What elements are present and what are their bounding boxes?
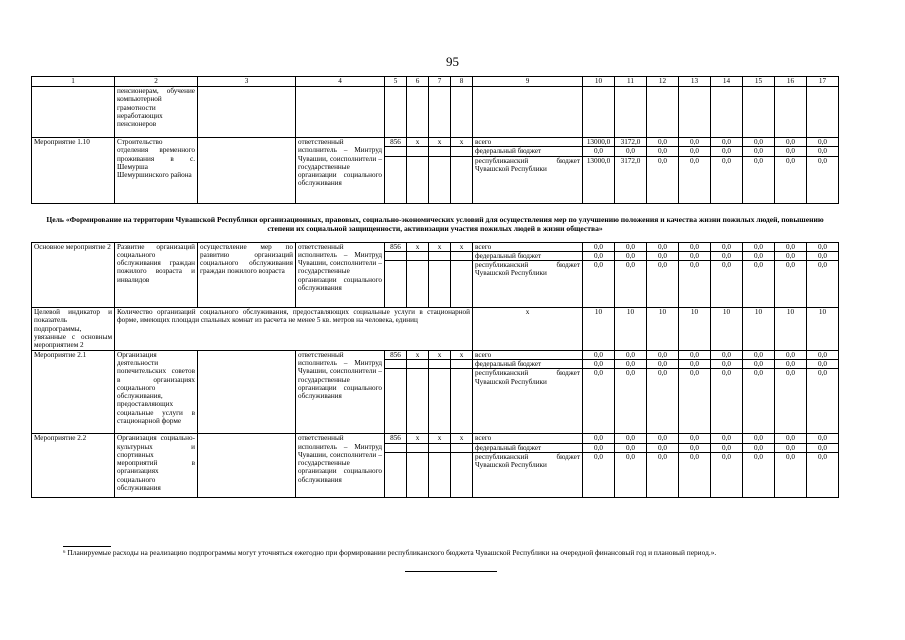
- cell-title: Организация деятельности попечительских советов в организациях социального обслуживания, предоставляющих социальные услуги в стационарной форме: [115, 350, 198, 434]
- cell-executor: ответственный исполнитель – Минтруд Чувашии, соисполнители – государственные организации социального обслуживания: [296, 138, 385, 204]
- col-num: 1: [32, 77, 115, 87]
- cell-executor: ответственный исполнитель – Минтруд Чувашии, соисполнители – государственные организации социального обслуживания: [296, 434, 385, 498]
- table-row: [32, 87, 839, 138]
- indicator-value: 10: [679, 308, 711, 350]
- indicator-value: 10: [647, 308, 679, 350]
- col-num: 2: [115, 77, 198, 87]
- cell-executor: ответственный исполнитель – Минтруд Чувашии, соисполнители – государственные организации социального обслуживания: [296, 242, 385, 308]
- table-row: Мероприятие 2.2 Организация социально-культурных и спортивных мероприятий в организациях социального обслуживания ответственный исполнитель – Минтруд Чувашии, соисполнители – государственные организации социального обслуживания 856 x x x всего 0,0 0,0 0,0 0,0 0,0 0,0 0,0 0,0: [32, 434, 839, 443]
- cell-value: 0,0: [679, 138, 711, 147]
- column-number-row: [32, 77, 839, 87]
- table-row: федеральный бюджет 0,0 0,0 0,0 0,0 0,0 0,0 0,0 0,0: [32, 359, 839, 368]
- cell-source: республиканский бюджет Чувашской Республики: [473, 261, 583, 308]
- col-num: 7: [429, 77, 451, 87]
- indicator-value: 10: [743, 308, 775, 350]
- cell-value: 0,0: [743, 138, 775, 147]
- cell-title: Строительство отделения временного проживания в с. Шемурша Шемуршинского района: [115, 138, 198, 204]
- cell-name: Мероприятие 2.2: [32, 434, 115, 498]
- cell-value: 0,0: [711, 138, 743, 147]
- goal-text: Цель «Формирование на территории Чувашской Республики организационных, правовых, социально-экономических условий для осуществления мер по улучшению положения и качества жизни пожилых людей, повышению степени их социальной защищенности, активизации участия пожилых людей в жизни общества»: [32, 203, 839, 242]
- cell-grbs: 856: [385, 242, 407, 251]
- indicator-value: 10: [775, 308, 807, 350]
- indicator-value: 10: [711, 308, 743, 350]
- col-num: 8: [451, 77, 473, 87]
- cell-source: всего: [473, 350, 583, 359]
- cell-value: 3172,0: [615, 138, 647, 147]
- indicator-text: Количество организаций социального обслуживания, предоставляющих социальные услуги в стационарной форме, имеющих площади спальных комнат из расчета не менее 5 кв. метров на человека, единиц: [115, 308, 473, 350]
- footnote-divider: [63, 546, 111, 547]
- cell-name: Мероприятие 1.10: [32, 138, 115, 204]
- indicator-value: 10: [615, 308, 647, 350]
- col-num: 3: [198, 77, 296, 87]
- cell-title: Организация социально-культурных и спортивных мероприятий в организациях социального обслуживания: [115, 434, 198, 498]
- col-num: 16: [775, 77, 807, 87]
- col-num: 13: [679, 77, 711, 87]
- cell-name: Мероприятие 2.1: [32, 350, 115, 434]
- table-row: республиканский бюджет Чувашской Республики 0,0 0,0 0,0 0,0 0,0 0,0 0,0 0,0: [32, 261, 839, 308]
- col-num: 14: [711, 77, 743, 87]
- cell-source: федеральный бюджет: [473, 359, 583, 368]
- cell-source: всего: [473, 138, 583, 147]
- cell-source: республиканский бюджет Чувашской Республики: [473, 452, 583, 497]
- table-row: республиканский бюджет Чувашской Республики 0,0 0,0 0,0 0,0 0,0 0,0 0,0 0,0: [32, 369, 839, 434]
- cell-title: Развитие организаций социального обслуживания граждан пожилого возраста и инвалидов: [115, 242, 198, 308]
- indicator-value: 10: [807, 308, 839, 350]
- cell-grbs: 856: [385, 138, 407, 147]
- cell-source: федеральный бюджет: [473, 443, 583, 452]
- cell-source: всего: [473, 434, 583, 443]
- end-divider: [405, 571, 497, 572]
- cell-title: пенсионерам, обучение компьютерной грамотности неработающих пенсионеров: [115, 87, 198, 138]
- col-num: 9: [473, 77, 583, 87]
- table-row: федеральный бюджет 0,0 0,0 0,0 0,0 0,0 0,0 0,0 0,0: [32, 251, 839, 260]
- cell-value: 0,0: [807, 138, 839, 147]
- table-row: республиканский бюджет Чувашской Республики 13000,0 3172,0 0,0 0,0 0,0 0,0 0,0 0,0: [32, 156, 839, 203]
- cell-source: всего: [473, 242, 583, 251]
- cell-task: осуществление мер по развитию организаций социального обслуживания граждан пожилого возраста: [198, 242, 296, 308]
- cell-source: федеральный бюджет: [473, 147, 583, 156]
- cell-source: федеральный бюджет: [473, 251, 583, 260]
- indicator-row: Целевой индикатор и показатель подпрограммы, увязанные с основным мероприятием 2 Количество организаций социального обслуживания, предоставляющих социальные услуги в стационарной форме, имеющих площади спальных комнат из расчета не менее 5 кв. метров на человека, единиц x 10 10 10 10 10 10 10 10: [32, 308, 839, 350]
- indicator-value: 10: [583, 308, 615, 350]
- cell-grbs: 856: [385, 350, 407, 359]
- col-num: 17: [807, 77, 839, 87]
- col-num: 11: [615, 77, 647, 87]
- col-num: 6: [407, 77, 429, 87]
- cell-value: 13000,0: [583, 138, 615, 147]
- page-number: 95: [446, 54, 459, 69]
- cell-value: 0,0: [775, 138, 807, 147]
- table-row: Мероприятие 2.1 Организация деятельности попечительских советов в организациях социального обслуживания, предоставляющих социальные услуги в стационарной форме ответственный исполнитель – Минтруд Чувашии, соисполнители – государственные организации социального обслуживания 856 x x x всего 0,0 0,0 0,0 0,0 0,0 0,0 0,0 0,0: [32, 350, 839, 359]
- cell-name: Основное мероприятие 2: [32, 242, 115, 308]
- col-num: 5: [385, 77, 407, 87]
- cell-source: республиканский бюджет Чувашской Республики: [473, 156, 583, 203]
- table-row: федеральный бюджет 0,0 0,0 0,0 0,0 0,0 0,0 0,0 0,0: [32, 443, 839, 452]
- cell-name: Целевой индикатор и показатель подпрограммы, увязанные с основным мероприятием 2: [32, 308, 115, 350]
- col-num: 4: [296, 77, 385, 87]
- cell-executor: ответственный исполнитель – Минтруд Чувашии, соисполнители – государственные организации социального обслуживания: [296, 350, 385, 434]
- col-num: 10: [583, 77, 615, 87]
- col-num: 15: [743, 77, 775, 87]
- cell-value: 0,0: [647, 138, 679, 147]
- table-row: федеральный бюджет 0,0 0,0 0,0 0,0 0,0 0,0 0,0 0,0: [32, 147, 839, 156]
- table-row: Основное мероприятие 2 Развитие организаций социального обслуживания граждан пожилого возраста и инвалидов осуществление мер по развитию организаций социального обслуживания граждан пожилого возраста ответственный исполнитель – Минтруд Чувашии, соисполнители – государственные организации социального обслуживания 856 x x x всего 0,0 0,0 0,0 0,0 0,0 0,0 0,0 0,0: [32, 242, 839, 251]
- cell-source: республиканский бюджет Чувашской Республики: [473, 369, 583, 434]
- footnote: ⁶ Планируемые расходы на реализацию подпрограммы могут уточняться ежегодно при формировании республиканского бюджета Чувашской Республики на очередной финансовый год и плановый период.».: [63, 548, 717, 557]
- table-row: республиканский бюджет Чувашской Республики 0,0 0,0 0,0 0,0 0,0 0,0 0,0 0,0: [32, 452, 839, 497]
- program-table: [31, 76, 839, 498]
- goal-row: [32, 203, 839, 242]
- col-num: 12: [647, 77, 679, 87]
- cell-grbs: 856: [385, 434, 407, 443]
- table-row: Мероприятие 1.10 Строительство отделения временного проживания в с. Шемурша Шемуршинского района ответственный исполнитель – Минтруд Чувашии, соисполнители – государственные организации социального обслуживания 856 x x x всего 13000,0 3172,0 0,0 0,0 0,0 0,0 0,0 0,0: [32, 138, 839, 147]
